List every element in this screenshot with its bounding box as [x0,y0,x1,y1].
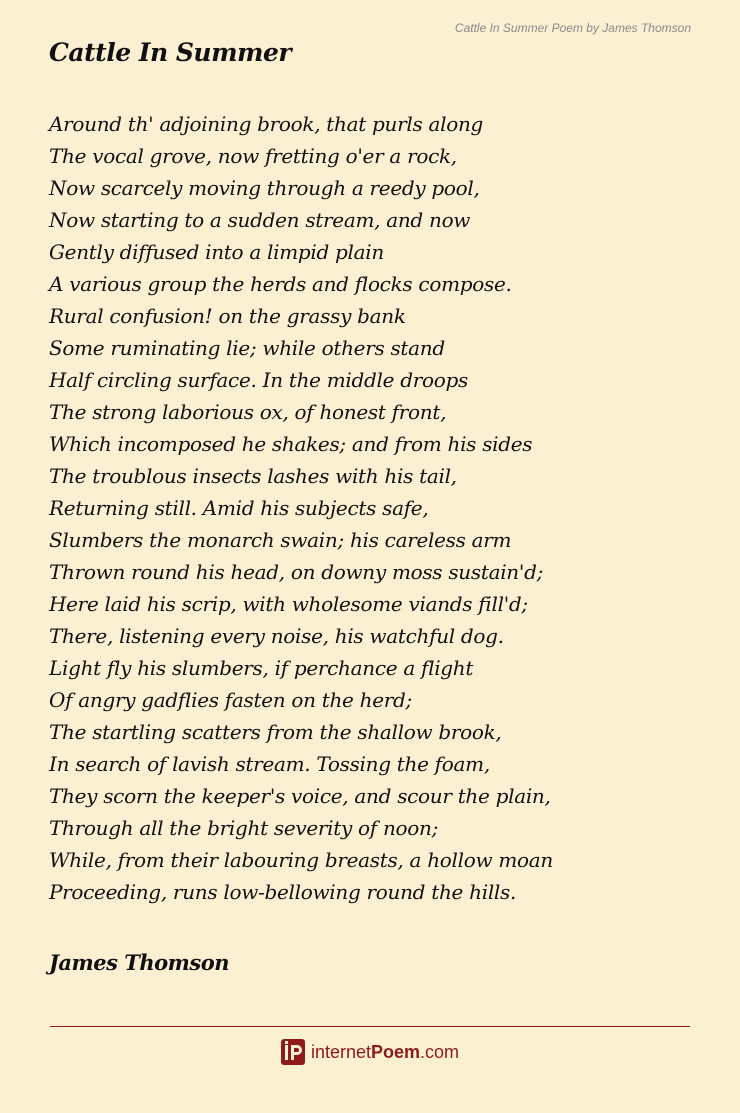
poem-line: While, from their labouring breasts, a hollow moan [49,848,553,872]
poem-line: Rural confusion! on the grassy bank [49,304,406,328]
brand-strong: Poem [371,1041,421,1062]
poem-line: Now starting to a sudden stream, and now [49,208,471,232]
brand-prefix: internet [310,1041,371,1062]
poem-line: Returning still. Amid his subjects safe, [49,496,429,520]
internetpoem-logo-icon [281,1039,305,1065]
poem-title: Cattle In Summer [49,38,292,67]
poem-line: Thrown round his head, on downy moss sustain'd; [49,560,544,584]
poem-line: There, listening every noise, his watchful dog. [49,624,504,648]
poem-line: Of angry gadflies fasten on the herd; [49,688,412,712]
brand-suffix: .com [420,1041,460,1062]
poem-line: Which incomposed he shakes; and from his sides [49,432,533,456]
poem-author: James Thomson [49,950,229,975]
poem-line: Through all the bright severity of noon; [49,816,439,840]
poem-line: Some ruminating lie; while others stand [49,336,445,360]
poem-line: Now scarcely moving through a reedy pool, [49,176,480,200]
poem-line: The startling scatters from the shallow brook, [49,720,502,744]
poem-line: They scorn the keeper's voice, and scour the plain, [49,784,551,808]
poem-line: In search of lavish stream. Tossing the foam, [49,752,490,776]
poem-line: Gently diffused into a limpid plain [49,240,384,264]
poem-line: Here laid his scrip, with wholesome viands fill'd; [49,592,528,616]
poem-line: Half circling surface. In the middle droops [49,368,468,392]
poem-line: Slumbers the monarch swain; his careless arm [49,528,512,552]
poem-line: The troublous insects lashes with his tail, [49,464,457,488]
poem-line: The vocal grove, now fretting o'er a rock, [49,144,457,168]
poem-body [49,108,689,908]
poem-line: Light fly his slumbers, if perchance a flight [49,656,474,680]
poem-line: The strong laborious ox, of honest front, [49,400,447,424]
footer-brand-link[interactable] [0,1039,740,1065]
poem-line: A various group the herds and flocks compose. [49,272,512,296]
source-caption: Cattle In Summer Poem by James Thomson [454,21,691,35]
poem-line: Proceeding, runs low-bellowing round the hills. [49,880,517,904]
footer-divider [50,1026,690,1027]
poem-line: Around th' adjoining brook, that purls along [49,112,484,136]
